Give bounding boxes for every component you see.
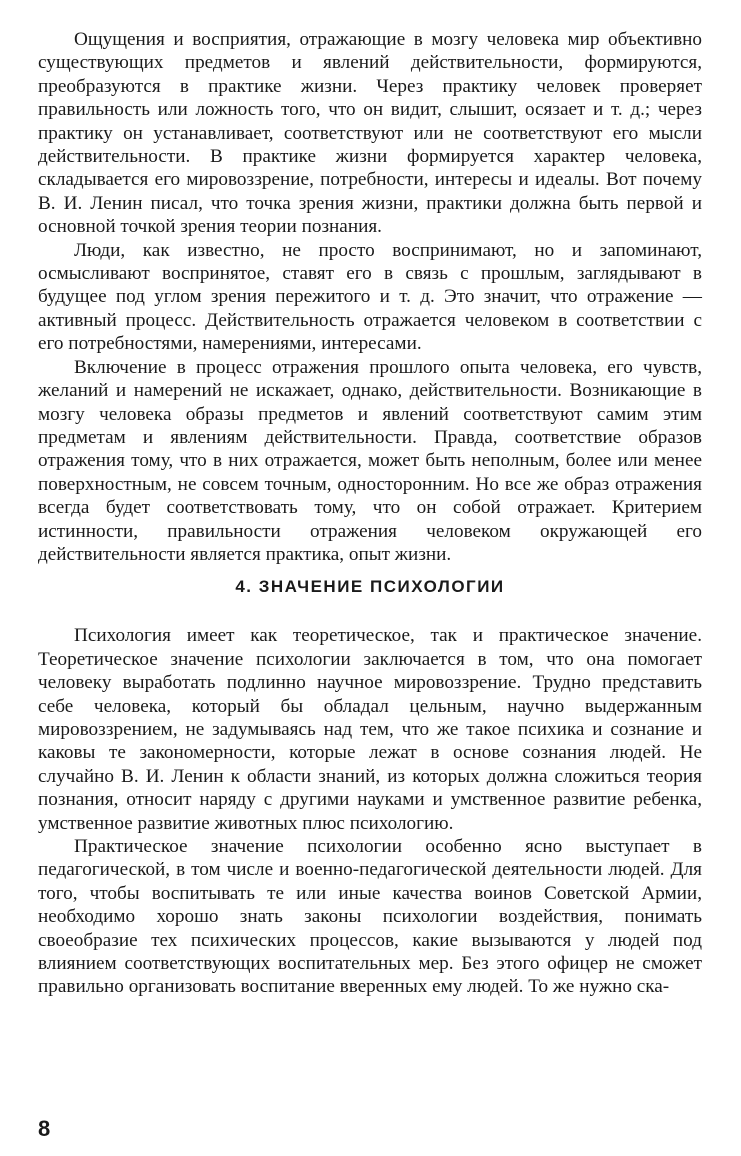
page-body [38, 28, 702, 999]
paragraph-theoretical-significance: Психология имеет как теоретическое, так и практическое значение. Теоретическое значение психологии заключается в том, что она помогает человеку выработать подлинно научное мировоззрение. Трудно представить себе человека, который бы обладал цельным, научно выдержанным мировоззрением, не задумываясь над тем, что же такое психика и сознание и каковы те закономерности, которые лежат в основе сознания людей. Не случайно В. И. Ленин к области знаний, из которых должна сложиться теория познания, относит наряду с другими науками и умственное развитие ребенка, умственное развитие животных плюс психологию. [38, 625, 702, 834]
paragraph-practical-significance: Практическое значение психологии особенно ясно выступает в педагогической, в том числе и военно-педагогической деятельности людей. Для того, чтобы воспитывать те или иные качества воинов Советской Армии, необходимо хорошо знать законы психологии воздействия, понимать своеобразие тех психических процессов, какие вызываются у людей под влиянием соответствующих воспитательных мер. Без этого офицер не сможет правильно организовать воспитание вверенных ему людей. То же нужно ска- [38, 836, 702, 998]
paragraph-perception-practice: Ощущения и восприятия, отражающие в мозгу человека мир объективно существующих предметов и явлений действительности, формируются, преобразуются в практике жизни. Через практику человек проверяет правильность или ложность того, что он видит, слышит, осязает и т. д.; через практику он устанавливает, соответствуют или не соответствуют его мысли действительности. В практике жизни формируется характер человека, складывается его мировоззрение, потребности, интересы и идеалы. Вот почему В. И. Ленин писал, что точка зрения жизни, практики должна быть первой и основной точкой зрения теории познания. [38, 29, 702, 238]
section-heading: 4. ЗНАЧЕНИЕ ПСИХОЛОГИИ [235, 577, 505, 597]
paragraph-active-reflection: Люди, как известно, не просто воспринимают, но и запоминают, осмысливают воспринятое, ставят его в связь с прошлым, заглядывают в будущее под углом зрения пережитого и т. д. Это значит, что отражение — активный процесс. Действительность отражается человеком в соответствии с его потребностями, намерениями, интересами. [38, 239, 702, 355]
page-number: 8 [38, 1116, 51, 1141]
paragraph-reflection-truth: Включение в процесс отражения прошлого опыта человека, его чувств, желаний и намерений не искажает, однако, действительности. Возникающие в мозгу человека образы предметов и явлений соответствуют самим этим предметам и явлениям действительности. Правда, соответствие образов отражения тому, что в них отражается, может быть неполным, более или менее поверхностным, не совсем точным, односторонним. Но все же образ отражения всегда будет соответствовать тому, что он собой отражает. Критерием истинности, правильности отражения человеком окружающей его действительности является практика, опыт жизни. [38, 356, 702, 565]
